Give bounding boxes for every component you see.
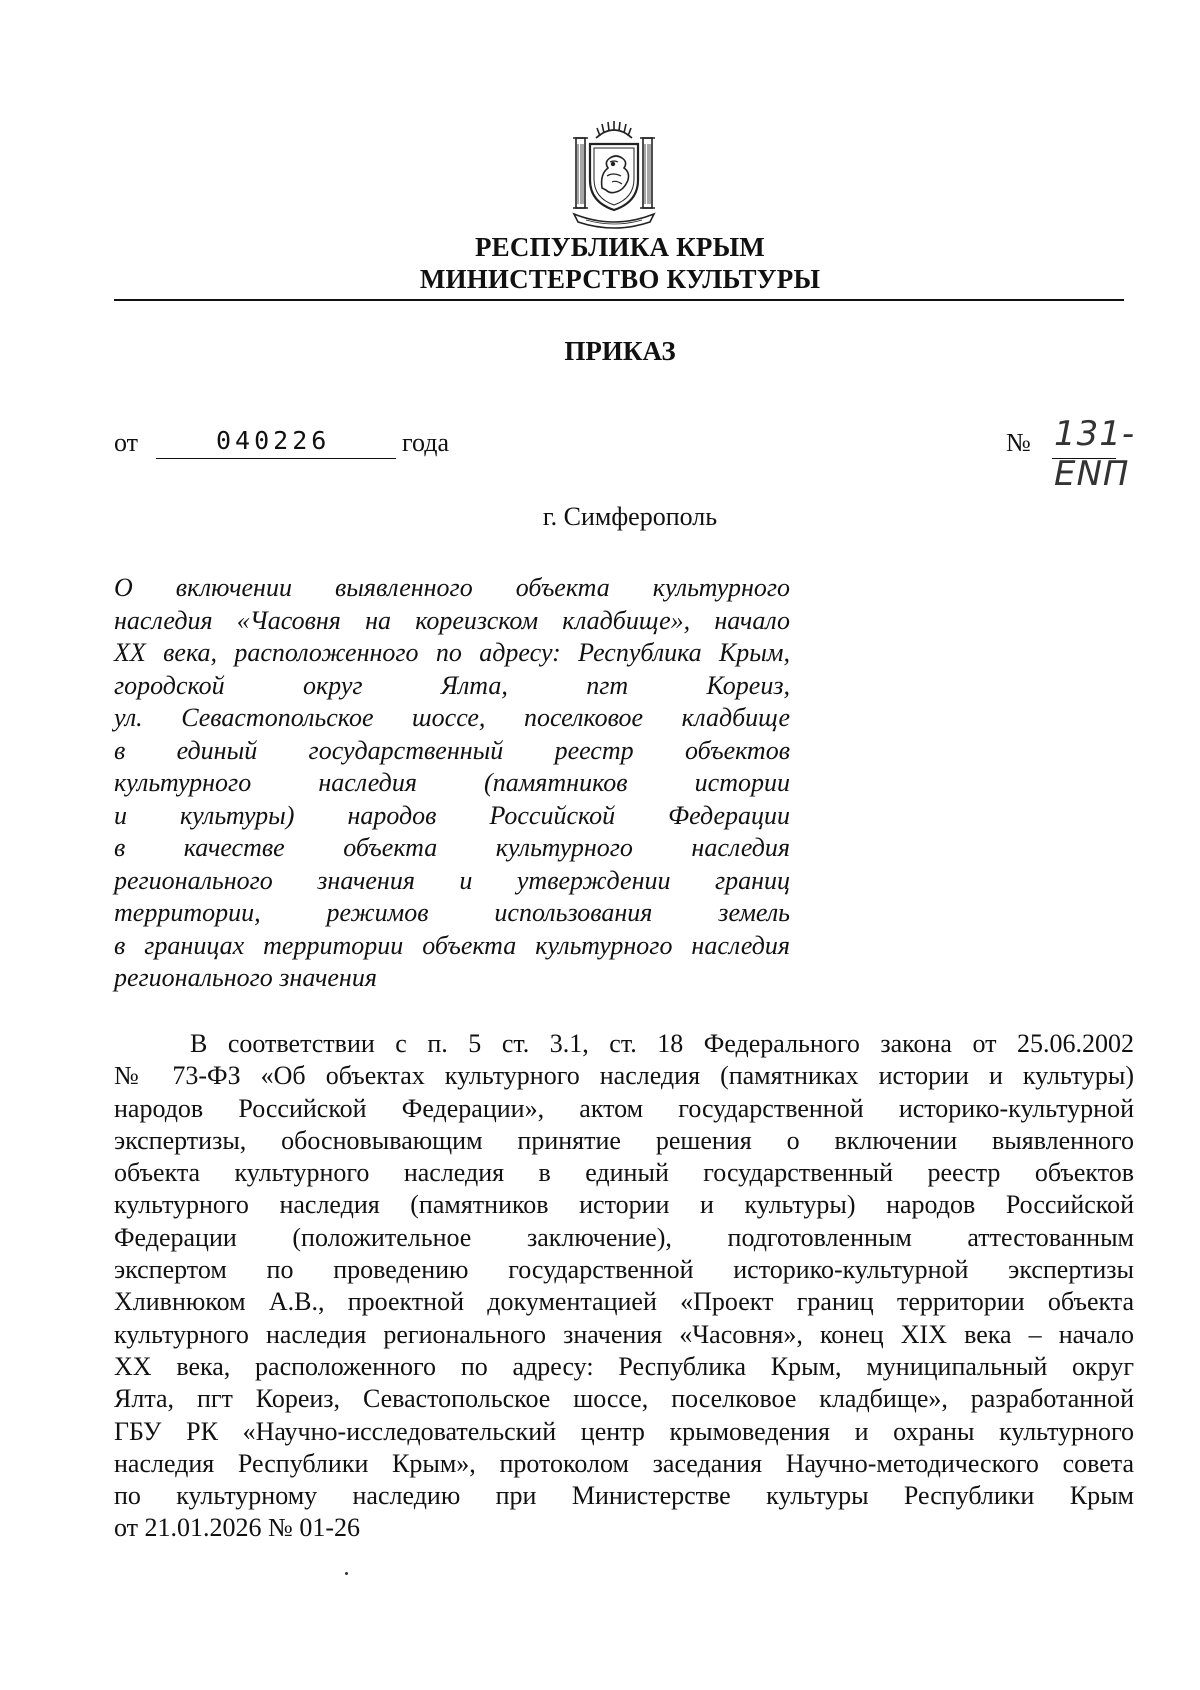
subject-line: в качестве объекта культурного наследия — [114, 833, 790, 862]
header-ministry: МИНИСТЕРСТВО КУЛЬТУРЫ — [419, 264, 821, 294]
crimea-coat-of-arms-icon — [566, 118, 662, 230]
body-line: № 73-ФЗ «Об объектах культурного наследия (памятниках истории и культуры) — [114, 1061, 1134, 1091]
body-line: культурного наследия регионального значения «Часовня», конец XIX века – начало — [114, 1319, 1134, 1349]
number-prefix: № — [1006, 428, 1031, 457]
body-line: наследия Республики Крым», протоколом заседания Научно-методического совета — [114, 1448, 1134, 1478]
body-line: XX века, расположенного по адресу: Республика Крым, муниципальный округ — [114, 1351, 1134, 1381]
subject-line: регионального значения — [114, 963, 377, 992]
date-underline — [156, 458, 396, 459]
date-suffix: года — [402, 428, 450, 457]
subject-line: XX века, расположенного по адресу: Республика Крым, — [114, 638, 790, 667]
subject-line: наследия «Часовня на кореизском кладбище», начало — [114, 605, 790, 635]
subject-line: О включении выявленного объекта культурного — [114, 573, 790, 602]
number-underline — [1052, 458, 1116, 459]
city-line: г. Симферополь — [542, 502, 718, 531]
date-prefix: от — [114, 428, 139, 457]
header-republic: РЕСПУБЛИКА КРЫМ — [474, 232, 765, 262]
date-value: 040226 — [216, 426, 331, 455]
body-line: В соответствии с п. 5 ст. 3.1, ст. 18 Федерального закона от 25.06.2002 — [190, 1029, 1134, 1058]
body-line: экспертом по проведению государственной историко-культурной экспертизы — [114, 1255, 1134, 1285]
body-line: Хливнюком А.В., проектной документацией «Проект границ территории объекта — [114, 1287, 1134, 1317]
body-line: от 21.01.2026 № 01-26 — [114, 1513, 360, 1543]
subject-line: и культуры) народов Российской Федерации — [114, 800, 790, 830]
subject-line: регионального значения и утверждении границ — [114, 865, 790, 895]
number-value: 131-ENП — [1054, 414, 1136, 494]
body-line: Ялта, пгт Кореиз, Севастопольское шоссе, поселковое кладбище», разработанной — [114, 1384, 1134, 1414]
body-line: по культурному наследию при Министерстве культуры Республики Крым — [114, 1481, 1134, 1511]
document-title: ПРИКАЗ — [564, 336, 676, 366]
body-line: Федерации (положительное заключение), подготовленным аттестованным — [114, 1222, 1134, 1252]
body-line: экспертизы, обосновывающим принятие решения о включении выявленного — [114, 1125, 1134, 1155]
body-line: культурного наследия (памятников истории и культуры) народов Российской — [114, 1190, 1134, 1220]
body-line: народов Российской Федерации», актом государственной историко-культурной — [114, 1093, 1134, 1123]
subject-line: территории, режимов использования земель — [114, 898, 790, 927]
body-line: ГБУ РК «Научно-исследовательский центр крымоведения и охраны культурного — [114, 1416, 1134, 1446]
subject-line: ул. Севастопольское шоссе, поселковое кладбище — [114, 703, 790, 732]
scan-speck — [345, 1572, 348, 1575]
subject-line: культурного наследия (памятников истории — [114, 768, 790, 797]
body-line: объекта культурного наследия в единый государственный реестр объектов — [114, 1158, 1134, 1188]
order-preamble — [114, 1028, 1134, 1545]
subject-line: в границах территории объекта культурного наследия — [114, 930, 790, 960]
header-divider — [114, 299, 1124, 301]
subject-line: в единый государственный реестр объектов — [114, 735, 790, 765]
subject-line: городской округ Ялта, пгт Кореиз, — [114, 670, 790, 700]
order-subject — [114, 572, 790, 995]
